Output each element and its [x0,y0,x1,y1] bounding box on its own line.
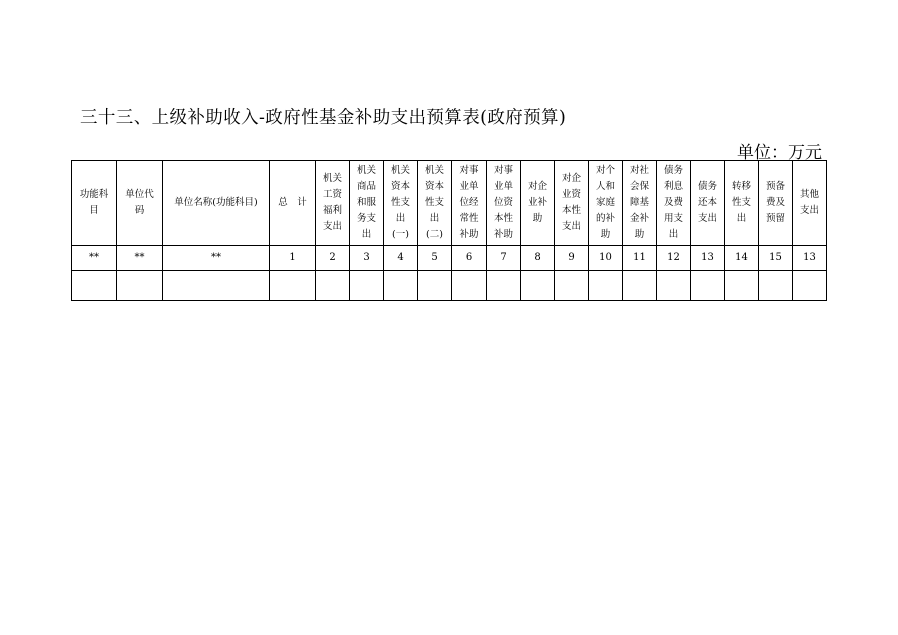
data-cell [691,271,725,301]
unit-label: 单位：万元 [737,143,822,163]
data-cell [72,271,117,301]
header-cell: 机关商品和服务支出 [350,161,384,246]
data-cell [270,271,316,301]
header-cell: 机关资本性支出(一) [384,161,418,246]
data-cell [725,271,759,301]
data-cell [589,271,623,301]
index-cell: 6 [452,246,487,271]
index-cell: 13 [793,246,827,271]
index-cell: 5 [418,246,452,271]
data-cell [521,271,555,301]
index-cell: 7 [487,246,521,271]
header-cell: 债务还本支出 [691,161,725,246]
data-cell [623,271,657,301]
data-cell [384,271,418,301]
header-row [72,161,827,246]
header-cell: 单位名称(功能科目) [163,161,270,246]
data-cell [418,271,452,301]
data-cell [759,271,793,301]
index-cell: 11 [623,246,657,271]
header-cell: 对个人和家庭的补助 [589,161,623,246]
header-cell: 预备费及预留 [759,161,793,246]
header-cell: 功能科目 [72,161,117,246]
data-cell [487,271,521,301]
data-cell [555,271,589,301]
index-cell: 1 [270,246,316,271]
budget-table [71,160,827,301]
header-cell: 对事业单位经常性补助 [452,161,487,246]
index-cell: 14 [725,246,759,271]
data-cell [163,271,270,301]
index-cell: 3 [350,246,384,271]
header-cell: 对企业补助 [521,161,555,246]
page-title: 三十三、上级补助收入-政府性基金补助支出预算表(政府预算) [80,108,567,128]
header-cell: 单位代码 [117,161,163,246]
index-row [72,246,827,271]
index-cell: 10 [589,246,623,271]
index-cell: 13 [691,246,725,271]
data-cell [793,271,827,301]
header-cell: 总 计 [270,161,316,246]
index-cell: 8 [521,246,555,271]
data-cell [117,271,163,301]
header-cell: 机关工资福利支出 [316,161,350,246]
header-cell: 机关资本性支出(二) [418,161,452,246]
index-cell: 9 [555,246,589,271]
header-cell: 对企业资本性支出 [555,161,589,246]
index-cell: 4 [384,246,418,271]
header-cell: 对事业单位资本性补助 [487,161,521,246]
index-cell: 12 [657,246,691,271]
header-cell: 对社会保障基金补助 [623,161,657,246]
index-cell: ** [72,246,117,271]
index-cell: ** [163,246,270,271]
data-cell [657,271,691,301]
data-cell [350,271,384,301]
header-cell: 其他支出 [793,161,827,246]
header-cell: 转移性支出 [725,161,759,246]
data-row [72,271,827,301]
index-cell: 15 [759,246,793,271]
index-cell: 2 [316,246,350,271]
data-cell [452,271,487,301]
data-cell [316,271,350,301]
index-cell: ** [117,246,163,271]
header-cell: 债务利息及费用支出 [657,161,691,246]
